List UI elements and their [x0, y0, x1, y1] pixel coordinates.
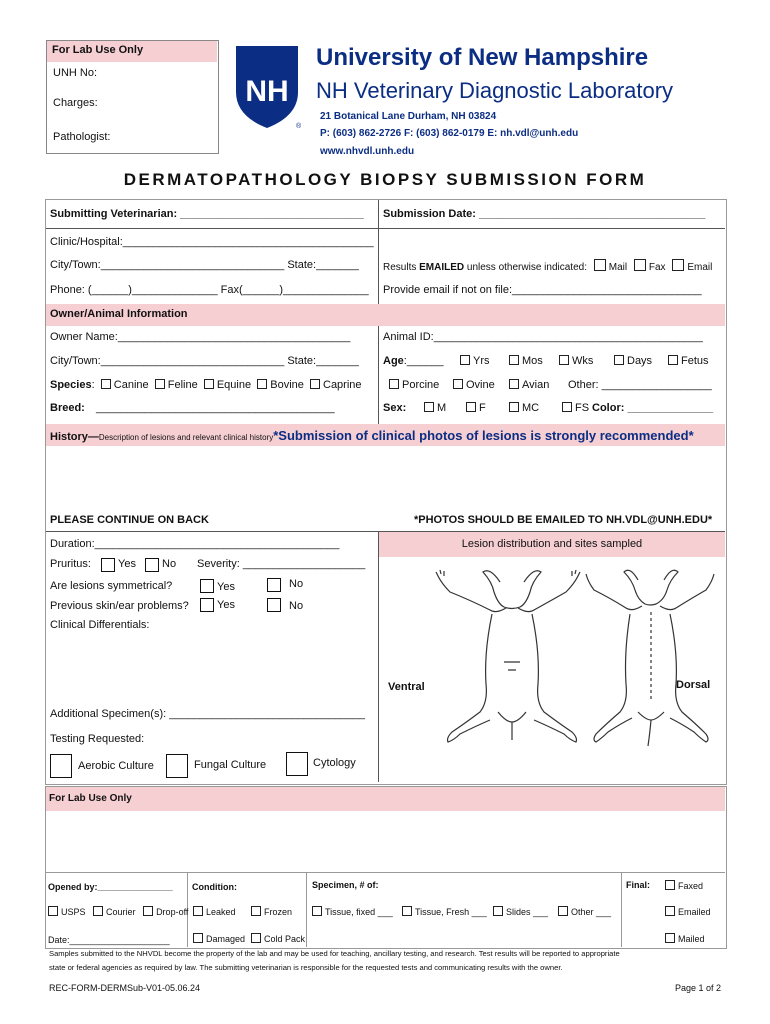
- photos-email-note: *PHOTOS SHOULD BE EMAILED TO NH.VDL@UNH.EDU*: [414, 514, 713, 526]
- courier-checkbox[interactable]: Courier: [93, 907, 136, 917]
- lab-website[interactable]: www.nhvdl.unh.edu: [320, 146, 415, 157]
- pruritus-label: Pruritus:: [50, 558, 91, 570]
- submission-date-field[interactable]: Submission Date: _____________________________________: [383, 208, 706, 220]
- pathologist-label: Pathologist:: [53, 131, 111, 143]
- duration-field[interactable]: Duration:________________________________________: [50, 538, 340, 550]
- previous-no-label: No: [289, 600, 304, 612]
- sex-fs-option[interactable]: FS: [562, 402, 589, 414]
- charges-label: Charges:: [53, 97, 98, 109]
- svg-text:®: ®: [296, 123, 302, 130]
- pruritus-yes-checkbox[interactable]: [101, 558, 115, 572]
- history-header: History—Description of lesions and relevant clinical history*Submission of clinical photos of lesions is strongly recommended*: [50, 428, 694, 443]
- severity-field[interactable]: Severity: ____________________: [197, 558, 366, 570]
- ventral-label: Ventral: [388, 681, 425, 693]
- sex-label: Sex:: [383, 402, 407, 414]
- age-field[interactable]: Age:______: [383, 355, 444, 367]
- vet-city-field[interactable]: City/Town:______________________________ State:_______: [50, 259, 359, 271]
- condition-damaged[interactable]: Damaged: [193, 933, 245, 944]
- lab-contact: P: (603) 862-2726 F: (603) 862-0179 E: nh.vdl@unh.edu: [320, 128, 579, 139]
- age-wks-option[interactable]: Wks: [559, 355, 593, 367]
- age-fetus-option[interactable]: Fetus: [668, 355, 709, 367]
- symmetrical-no-checkbox[interactable]: [267, 578, 281, 592]
- owner-name-field[interactable]: Owner Name:______________________________________: [50, 331, 351, 343]
- color-field[interactable]: Color: ______________: [592, 402, 714, 414]
- history-textarea[interactable]: [46, 447, 725, 511]
- results-delivery: Results EMAILED unless otherwise indicated: Mail Fax Email: [383, 259, 712, 273]
- owner-header: Owner/Animal Information: [50, 308, 188, 320]
- diagram-title: Lesion distribution and sites sampled: [461, 538, 643, 550]
- breed-field[interactable]: _______________________________________: [96, 402, 335, 414]
- dropoff-checkbox[interactable]: Drop-off: [143, 907, 188, 917]
- condition-frozen[interactable]: Frozen: [251, 906, 292, 917]
- footer-note-line2: state or federal agencies as required by law. The submitting veterinarian is responsible for the requested tests and communicating results with the owner.: [49, 963, 563, 972]
- condition-label: Condition:: [192, 882, 237, 892]
- sex-mc-option[interactable]: MC: [509, 402, 539, 414]
- lab-address: 21 Botanical Lane Durham, NH 03824: [320, 111, 497, 122]
- symmetrical-label: Are lesions symmetrical?: [50, 580, 173, 592]
- unh-no-label: UNH No:: [53, 67, 98, 79]
- specimen-slides[interactable]: Slides ___: [493, 906, 548, 917]
- pruritus-no-label: No: [162, 558, 177, 570]
- cytology-label: Cytology: [313, 757, 356, 769]
- unh-shield-logo: [232, 44, 302, 130]
- species-feline[interactable]: Feline: [155, 379, 198, 391]
- lab-name: NH Veterinary Diagnostic Laboratory: [316, 78, 674, 103]
- mail-checkbox[interactable]: [594, 259, 606, 271]
- species-ovine[interactable]: Ovine: [453, 379, 495, 391]
- lower-divider: [378, 531, 379, 782]
- university-name: University of New Hampshire: [316, 44, 649, 71]
- specimen-label: Specimen, # of:: [312, 880, 379, 890]
- fax-checkbox[interactable]: [634, 259, 646, 271]
- age-days-option[interactable]: Days: [614, 355, 652, 367]
- sex-f-option[interactable]: F: [466, 402, 486, 414]
- vet-phone-field[interactable]: Phone: (______)______________ Fax(______)______________: [50, 284, 369, 296]
- lab-bottom-title: For Lab Use Only: [49, 793, 132, 804]
- testing-requested-label: Testing Requested:: [50, 733, 145, 745]
- clinic-field[interactable]: Clinic/Hospital:_________________________________________: [50, 236, 374, 248]
- logo-text: NH: [245, 75, 289, 108]
- page-number: Page 1 of 2: [675, 983, 722, 993]
- breed-label: Breed:: [50, 402, 85, 414]
- sex-m-option[interactable]: M: [424, 402, 446, 414]
- previous-no-checkbox[interactable]: [267, 598, 281, 612]
- footer-note-line1: Samples submitted to the NHVDL become the property of the lab and may be used for teaching, ancillary testing, and research. Test results will be reported to appropriate: [49, 949, 620, 958]
- species-canine[interactable]: Canine: [101, 379, 149, 391]
- cytology-checkbox[interactable]: [286, 752, 308, 776]
- continue-on-back: PLEASE CONTINUE ON BACK: [50, 514, 209, 526]
- previous-label: Previous skin/ear problems?: [50, 600, 189, 612]
- final-label: Final:: [626, 880, 650, 890]
- aerobic-culture-label: Aerobic Culture: [78, 760, 154, 772]
- previous-yes-checkbox[interactable]: [200, 598, 214, 612]
- species-equine[interactable]: Equine: [204, 379, 251, 391]
- age-yrs-option[interactable]: Yrs: [460, 355, 490, 367]
- age-mos-option[interactable]: Mos: [509, 355, 543, 367]
- symmetrical-yes-label: Yes: [217, 581, 235, 593]
- fungal-culture-label: Fungal Culture: [194, 759, 267, 771]
- condition-leaked[interactable]: Leaked: [193, 906, 236, 917]
- specimen-other[interactable]: Other ___: [558, 906, 611, 917]
- species-row: Species: Canine Feline Equine Bovine Caprine: [50, 379, 362, 391]
- opened-by-field[interactable]: Opened by:_______________: [48, 882, 173, 892]
- date-field[interactable]: Date:____________________: [48, 935, 170, 945]
- submitting-vet-field[interactable]: Submitting Veterinarian: ______________________________: [50, 208, 364, 220]
- species-bovine[interactable]: Bovine: [257, 379, 304, 391]
- lab-use-title: For Lab Use Only: [52, 44, 144, 56]
- species-other-field[interactable]: Other: __________________: [568, 379, 712, 391]
- pruritus-no-checkbox[interactable]: [145, 558, 159, 572]
- shipping-options: [48, 906, 188, 917]
- aerobic-culture-checkbox[interactable]: [50, 754, 72, 778]
- email-checkbox[interactable]: [672, 259, 684, 271]
- dorsal-label: Dorsal: [676, 679, 711, 691]
- symmetrical-yes-checkbox[interactable]: [200, 579, 214, 593]
- symmetrical-no-label: No: [289, 578, 304, 590]
- lab-bottom-header-bar: [46, 787, 725, 811]
- pruritus-yes-label: Yes: [118, 558, 136, 570]
- provide-email-field[interactable]: Provide email if not on file:_______________________________: [383, 284, 702, 296]
- form-id: REC-FORM-DERMSub-V01-05.06.24: [49, 983, 201, 993]
- fungal-culture-checkbox[interactable]: [166, 754, 188, 778]
- condition-coldpack[interactable]: Cold Pack: [251, 933, 305, 944]
- additional-specimen-field[interactable]: Additional Specimen(s): ________________________________: [50, 708, 365, 720]
- owner-city-field[interactable]: City/Town:______________________________ State:_______: [50, 355, 359, 367]
- specimen-tissue-fresh[interactable]: Tissue, Fresh ___: [402, 906, 487, 917]
- previous-yes-label: Yes: [217, 599, 235, 611]
- species-avian[interactable]: Avian: [509, 379, 549, 391]
- specimen-tissue-fixed[interactable]: Tissue, fixed ___: [312, 906, 393, 917]
- animal-id-field[interactable]: Animal ID:____________________________________________: [383, 331, 703, 343]
- final-faxed[interactable]: Faxed: [665, 880, 703, 891]
- species-caprine[interactable]: Caprine: [310, 379, 362, 391]
- dog-diagram[interactable]: [380, 562, 724, 762]
- differentials-label: Clinical Differentials:: [50, 619, 150, 631]
- final-mailed[interactable]: Mailed: [665, 933, 705, 944]
- final-emailed[interactable]: Emailed: [665, 906, 711, 917]
- form-title: DERMATOPATHOLOGY BIOPSY SUBMISSION FORM: [123, 170, 647, 189]
- species-porcine[interactable]: Porcine: [389, 379, 439, 391]
- usps-checkbox[interactable]: USPS: [48, 907, 86, 917]
